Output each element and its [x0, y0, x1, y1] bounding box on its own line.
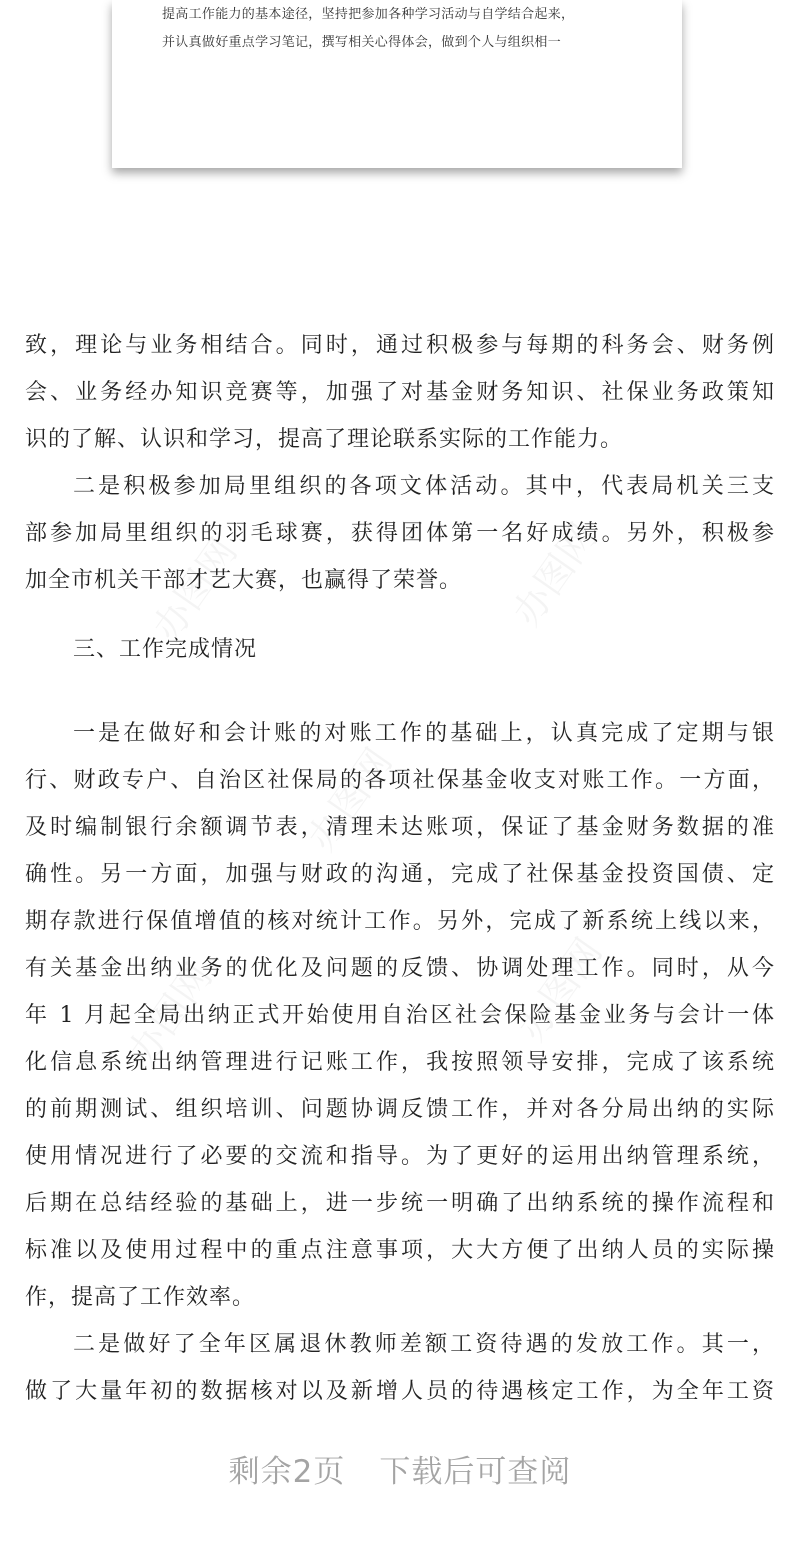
- text-line: 使用情况进行了必要的交流和指导。为了更好的运用出纳管理系统，: [25, 1144, 775, 1169]
- paragraph-block-work: [25, 710, 775, 1415]
- text-line: 有关基金出纳业务的优化及问题的反馈、协调处理工作。同时，从今: [25, 956, 775, 981]
- text-line: 年 1 月起全局出纳正式开始使用自治区社会保险基金业务与会计一体: [25, 1003, 775, 1028]
- text-line: 化信息系统出纳管理进行记账工作，我按照领导安排，完成了该系统: [25, 1050, 775, 1075]
- text-line: 致，理论与业务相结合。同时，通过积极参与每期的科务会、财务例: [25, 333, 775, 358]
- text-line: 二是做好了全年区属退休教师差额工资待遇的发放工作。其一，: [73, 1332, 775, 1357]
- text-line: 一是在做好和会计账的对账工作的基础上，认真完成了定期与银: [73, 721, 775, 746]
- text-line: 后期在总结经验的基础上，进一步统一明确了出纳系统的操作流程和: [25, 1191, 775, 1216]
- text-line: 做了大量年初的数据核对以及新增人员的待遇核定工作，为全年工资: [25, 1379, 775, 1404]
- text-line: 会、业务经办知识竞赛等，加强了对基金财务知识、社保业务政策知: [25, 380, 775, 405]
- text-line: 标准以及使用过程中的重点注意事项，大大方便了出纳人员的实际操: [25, 1238, 775, 1263]
- preview-page-card: [112, 0, 682, 168]
- text-line: 的前期测试、组织培训、问题协调反馈工作，并对各分局出纳的实际: [25, 1097, 775, 1122]
- text-line: 期存款进行保值增值的核对统计工作。另外，完成了新系统上线以来，: [25, 909, 775, 934]
- text-line: 加全市机关干部才艺大赛，也赢得了荣誉。: [25, 568, 463, 593]
- text-line: 确性。另一方面，加强与财政的沟通，完成了社保基金投资国债、定: [25, 862, 775, 887]
- paragraph-block-study: [25, 322, 775, 604]
- text-line: 识的了解、认识和学习，提高了理论联系实际的工作能力。: [25, 427, 624, 452]
- text-line: 及时编制银行余额调节表，清理未达账项，保证了基金财务数据的准: [25, 815, 775, 840]
- section-heading: 三、工作完成情况: [73, 637, 258, 662]
- text-line: 作，提高了工作效率。: [25, 1285, 256, 1310]
- download-prompt-button[interactable]: [0, 1440, 800, 1504]
- preview-line: 并认真做好重点学习笔记，撰写相关心得体会，做到个人与组织相一: [162, 35, 562, 50]
- preview-line: 提高工作能力的基本途径，坚持把参加各种学习活动与自学结合起来，: [162, 7, 575, 22]
- remaining-pages-text: 剩余2页: [228, 1454, 346, 1490]
- text-line: 行、财政专户、自治区社保局的各项社保基金收支对账工作。一方面，: [25, 768, 775, 793]
- text-line: 部参加局里组织的羽毛球赛，获得团体第一名好成绩。另外，积极参: [25, 521, 775, 546]
- download-to-view-text: 下载后可查阅: [379, 1454, 572, 1490]
- text-line: 二是积极参加局里组织的各项文体活动。其中，代表局机关三支: [73, 474, 775, 499]
